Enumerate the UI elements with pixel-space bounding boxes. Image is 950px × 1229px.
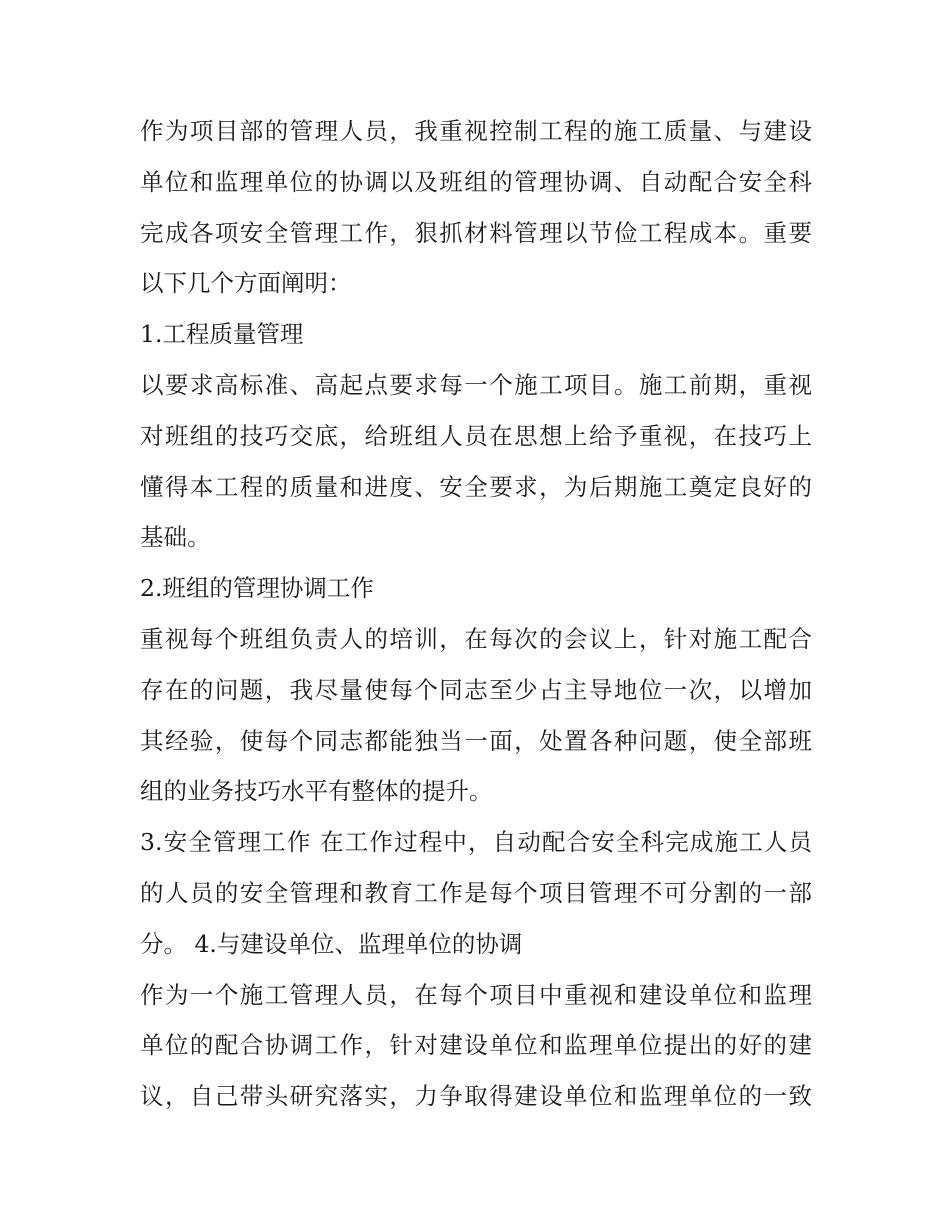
- paragraph-line-10: 存在的问题，我尽量使每个同志至少占主导地位一次，以增加: [140, 675, 812, 704]
- paragraph-line-1: 作为项目部的管理人员，我重视控制工程的施工质量、与建设: [140, 117, 812, 145]
- paragraph-line-3: 完成各项安全管理工作，狠抓材料管理以节俭工程成本。重要: [140, 218, 812, 247]
- document-body: [140, 106, 812, 1122]
- paragraph-line-11: 其经验，使每个同志都能独当一面，处置各种问题，使全部班: [140, 726, 812, 755]
- paragraph-line-14: 作为一个施工管理人员，在每个项目中重视和建设单位和监理: [140, 980, 812, 1009]
- paragraph-line-9: 重视每个班组负责人的培训，在每次的会议上，针对施工配合: [140, 624, 812, 653]
- section-heading-4-line: 分。 4.与建设单位、监理单位的协调: [140, 929, 523, 958]
- section-heading-3-line: 3.安全管理工作 在工作过程中，自动配合安全科完成施工人员: [140, 828, 812, 857]
- paragraph-line-8: 基础。: [140, 523, 211, 552]
- paragraph-line-13: 的人员的安全管理和教育工作是每个项目管理不可分割的一部: [140, 878, 812, 907]
- paragraph-line-15: 单位的配合协调工作，针对建设单位和监理单位提出的好的建: [140, 1031, 812, 1060]
- paragraph-line-16: 议，自己带头研究落实，力争取得建设单位和监理单位的一致: [140, 1082, 812, 1111]
- paragraph-line-12: 组的业务技巧水平有整体的提升。: [140, 777, 493, 806]
- paragraph-line-7: 懂得本工程的质量和进度、安全要求，为后期施工奠定良好的: [140, 472, 812, 501]
- paragraph-line-5: 以要求高标准、高起点要求每一个施工项目。施工前期，重视: [140, 370, 812, 399]
- paragraph-line-2: 单位和监理单位的协调以及班组的管理协调、自动配合安全科: [140, 167, 812, 196]
- section-heading-1: 1.工程质量管理: [140, 320, 304, 349]
- section-heading-2: 2.班组的管理协调工作: [140, 574, 374, 603]
- paragraph-line-4: 以下几个方面阐明：: [140, 269, 352, 298]
- paragraph-line-6: 对班组的技巧交底，给班组人员在思想上给予重视，在技巧上: [140, 421, 812, 450]
